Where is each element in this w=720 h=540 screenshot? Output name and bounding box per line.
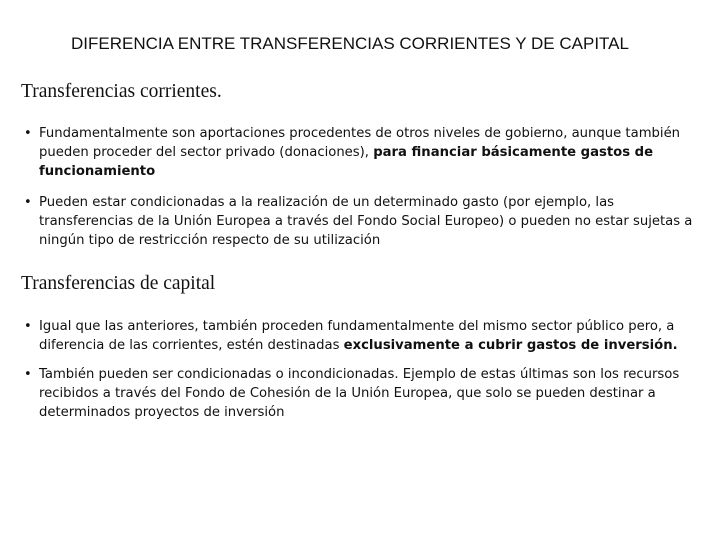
section-heading-corrientes: Transferencias corrientes. <box>21 81 222 102</box>
bullet-text: Fundamentalmente son aportaciones procedentes de otros niveles de gobierno, aunque también pueden proceder del sector privado (donaciones), <box>39 126 681 160</box>
bullet-item <box>24 317 694 355</box>
bullet-text: Igual que las anteriores, también proceden fundamentalmente del mismo sector público pero, a diferencia de las corrientes, estén destinadas <box>39 319 675 353</box>
bullet-item <box>24 193 694 250</box>
bullet-list-corrientes <box>24 124 694 250</box>
bullet-dot-icon: • <box>24 126 32 141</box>
bullet-item <box>24 365 694 422</box>
bullet-dot-icon: • <box>24 195 32 210</box>
bullet-text: Pueden estar condicionadas a la realización de un determinado gasto (por ejemplo, las transferencias de la Unión Europea a través del Fondo Social Europeo) o pueden no estar sujetas a ningún tipo de restricción respecto de su utilización <box>39 195 693 248</box>
section-heading-capital: Transferencias de capital <box>21 273 216 294</box>
bullet-dot-icon: • <box>24 367 32 382</box>
bullet-list-capital <box>24 317 694 422</box>
slide-title: DIFERENCIA ENTRE TRANSFERENCIAS CORRIENTES Y DE CAPITAL <box>71 34 629 53</box>
bullet-text-bold: para financiar básicamente gastos de funcionamiento <box>39 145 654 179</box>
bullet-dot-icon: • <box>24 319 32 334</box>
bullet-text-bold: exclusivamente a cubrir gastos de inversión. <box>343 338 678 353</box>
bullet-item <box>24 124 694 181</box>
bullet-text: También pueden ser condicionadas o incondicionadas. Ejemplo de estas últimas son los recursos recibidos a través del Fondo de Cohesión de la Unión Europea, que solo se pueden destinar a determinados proyectos de inversión <box>39 367 680 420</box>
